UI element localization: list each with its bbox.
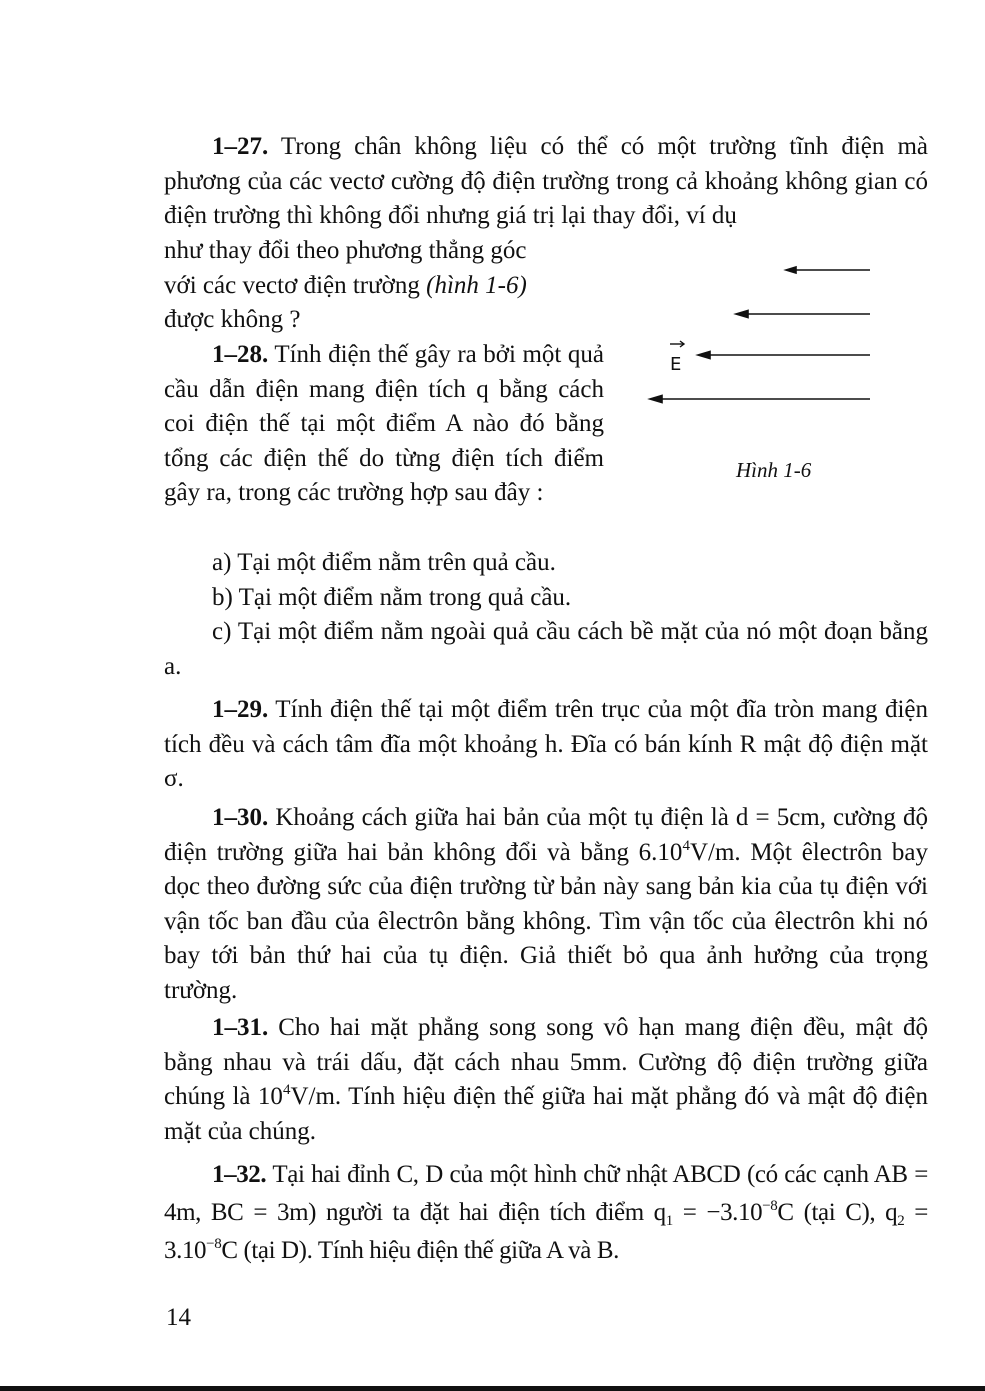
problem-number: 1–27. <box>212 133 269 160</box>
problem-number: 1–32. <box>212 1161 267 1188</box>
problem-text: C (tại D). Tính hiệu điện thế giữa A và B. <box>221 1237 619 1264</box>
problem-text: = −3.10 <box>672 1199 763 1226</box>
problem-text: Cho hai mặt phẳng song song vô hạn mang điện đều, mật độ bằng nhau và trái dấu, đặt cách nhau 5mm. Cường độ điện trường giữa chúng là 10 <box>164 1014 928 1111</box>
problem-text: Tại hai đỉnh C, D của một hình chữ nhật ABCD (có các cạnh AB = 4m, BC = 3m) người ta đặt hai điện tích điểm q <box>164 1161 928 1226</box>
problem-number: 1–31. <box>212 1014 269 1041</box>
problem-1-31 <box>164 1011 928 1149</box>
option-b: b) Tại một điểm nằm trong quả cầu. <box>212 583 572 611</box>
problem-number: 1–29. <box>212 696 269 723</box>
problem-text: V/m. Tính hiệu điện thế giữa hai mặt phẳng đó và mật độ điện mặt của chúng. <box>164 1083 929 1145</box>
exponent: −8 <box>762 1198 778 1214</box>
problem-1-32 <box>164 1156 928 1270</box>
problem-1-30 <box>164 801 928 1009</box>
problem-text: Tính điện thế tại một điểm trên trục của một đĩa tròn mang điện tích đều và cách tâm đĩa một khoảng h. Đĩa có bán kính R mật độ điện mặt σ. <box>164 696 928 793</box>
problem-text: Khoảng cách giữa hai bản của một tụ điện là d = 5cm, cường độ điện trường giữa hai bản không đổi và bằng 6.10 <box>164 804 929 866</box>
subscript: 1 <box>665 1213 673 1229</box>
arrow-head-icon <box>736 311 748 318</box>
problem-text-line: với các vectơ điện trường <box>164 271 420 299</box>
exponent: 4 <box>682 837 690 854</box>
arrow-head-icon <box>698 352 710 359</box>
arrow-head-icon <box>786 267 796 273</box>
problem-1-28-options <box>164 546 928 684</box>
problem-1-27-continued <box>164 234 604 338</box>
arrow-head-icon <box>650 396 662 403</box>
problem-number: 1–28. <box>212 341 269 368</box>
exponent: 4 <box>282 1082 291 1099</box>
problem-1-29 <box>164 693 928 797</box>
problem-text: = 3.10 <box>164 1199 928 1264</box>
problem-1-28 <box>164 338 604 511</box>
option-a: a) Tại một điểm nằm trên quả cầu. <box>212 549 556 576</box>
subscript: 2 <box>897 1213 905 1229</box>
exponent: −8 <box>206 1236 222 1252</box>
problem-text-line: như thay đổi theo phương thẳng góc <box>164 237 527 264</box>
figure-reference: (hình 1-6) <box>426 271 527 299</box>
problem-text: Trong chân không liệu có thể có một trường tĩnh điện mà phương của các vectơ cường độ điện trường trong cả khoảng không gian có điện trường thì không đổi nhưng giá trị lại thay đổi, ví dụ <box>164 133 928 230</box>
problem-text-line: được không ? <box>164 306 301 334</box>
page-number: 14 <box>166 1304 191 1331</box>
option-c: c) Tại một điểm nằm ngoài quả cầu cách bề mặt của nó một đoạn bằng a. <box>164 618 928 680</box>
problem-text: V/m. Một êlectrôn bay dọc theo đường sức của điện trường từ bản này sang bản kia của tụ điện với vận tốc ban đầu của êlectrôn bằng không. Tìm vận tốc của êlectrôn khi nó bay tới bản thứ hai của tụ điện. Giả thiết bỏ qua ảnh hưởng của trọng trường. <box>164 838 928 1004</box>
problem-1-27 <box>164 130 928 234</box>
figure-caption: Hình 1-6 <box>736 458 812 482</box>
problem-number: 1–30. <box>212 804 269 831</box>
field-label: E <box>670 354 682 375</box>
problem-text: Tính điện thế gây ra bởi một quả cầu dẫn điện mang điện tích q bằng cách coi điện thế tại một điểm A nào đó bằng tổng các điện thế do từng điện tích điểm gây ra, trong các trường hợp sau đây : <box>164 341 604 507</box>
page-bottom-rule <box>0 1386 985 1391</box>
problem-text: C (tại C), q <box>777 1199 898 1226</box>
